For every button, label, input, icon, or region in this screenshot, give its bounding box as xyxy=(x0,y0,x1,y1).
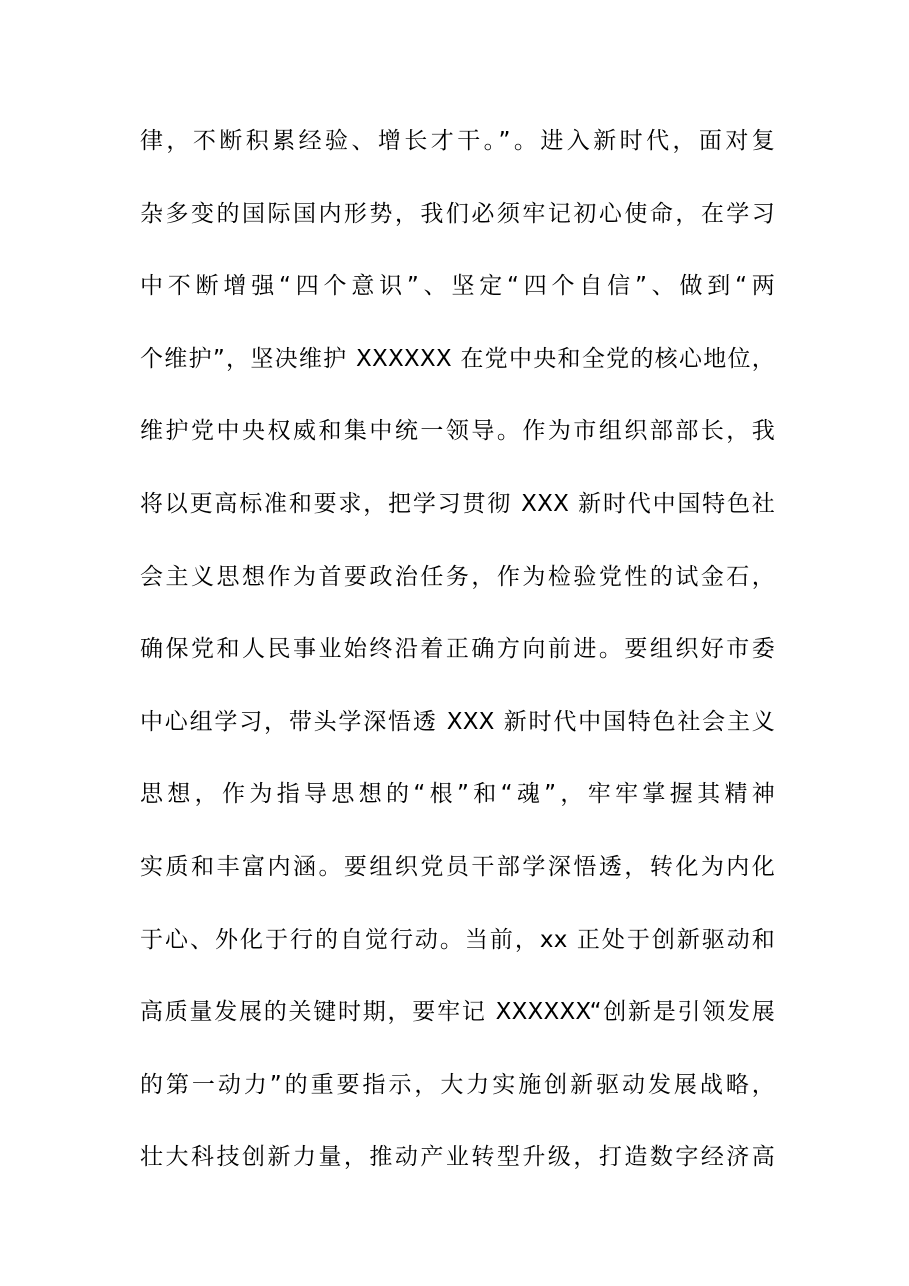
text-line: 维护党中央权威和集中统一领导。作为市组织部部长，我 xyxy=(140,418,775,445)
text-line: 确保党和人民事业始终沿着正确方向前进。要组织好市委 xyxy=(140,636,775,663)
text-line: 中心组学习，带头学深悟透 XXX 新时代中国特色社会主义 xyxy=(140,708,775,735)
text-line: 将以更高标准和要求，把学习贯彻 XXX 新时代中国特色社 xyxy=(140,490,775,517)
text-line: 杂多变的国际国内形势，我们必须牢记初心使命，在学习 xyxy=(140,200,775,227)
text-line: 会主义思想作为首要政治任务，作为检验党性的试金石， xyxy=(140,563,775,590)
text-line: 中不断增强“四个意识”、坚定“四个自信”、做到“两 xyxy=(140,273,775,300)
text-line: 实质和丰富内涵。要组织党员干部学深悟透，转化为内化 xyxy=(140,853,775,880)
text-line: 个维护”，坚决维护 XXXXXX 在党中央和全党的核心地位， xyxy=(140,345,775,372)
text-line: 律，不断积累经验、增长才干。”。进入新时代，面对复 xyxy=(140,128,775,154)
text-line: 高质量发展的关键时期，要牢记 XXXXXX“创新是引领发展 xyxy=(140,999,775,1026)
body-paragraph xyxy=(140,121,775,1210)
text-line: 于心、外化于行的自觉行动。当前，xx 正处于创新驱动和 xyxy=(140,926,775,953)
text-line: 思想，作为指导思想的“根”和“魂”，牢牢掌握其精神 xyxy=(140,781,775,808)
text-line: 的第一动力”的重要指示，大力实施创新驱动发展战略， xyxy=(140,1071,775,1098)
text-line: 壮大科技创新力量，推动产业转型升级，打造数字经济高 xyxy=(140,1144,775,1171)
